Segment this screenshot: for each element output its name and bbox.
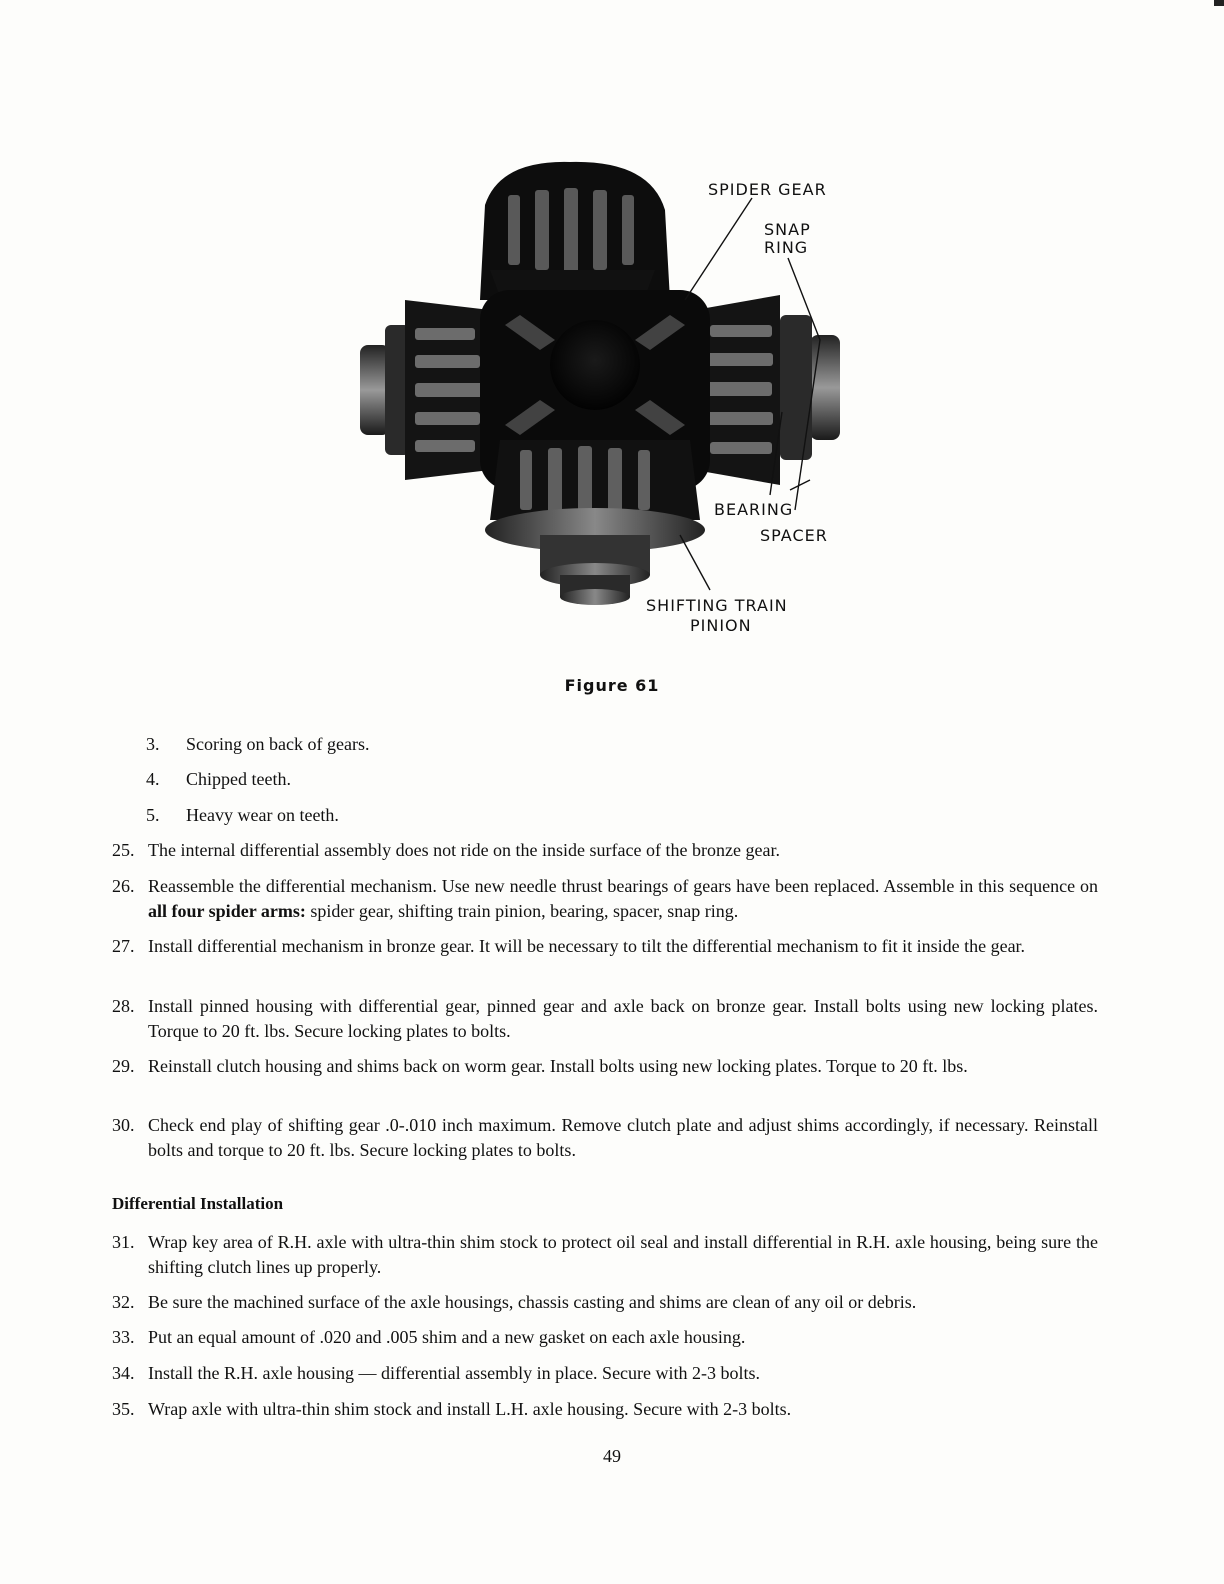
step-text: Be sure the machined surface of the axle housings, chassis casting and shims are clean of any oil or debris. — [148, 1292, 917, 1312]
step-number: 31. — [112, 1232, 135, 1252]
section-heading: Differential Installation — [112, 1194, 284, 1213]
page-number: 49 — [603, 1446, 621, 1466]
item-text: Heavy wear on teeth. — [186, 805, 339, 825]
step-number: 27. — [112, 936, 135, 956]
step-number: 32. — [112, 1292, 135, 1312]
figure-61 — [340, 150, 860, 650]
step-text: Reinstall clutch housing and shims back on worm gear. Install bolts using new locking plates. Torque to 20 ft. lbs. — [148, 1056, 968, 1076]
callout-snap: SNAP — [764, 220, 811, 239]
item-number: 5. — [146, 805, 160, 825]
top-spider-gear — [480, 162, 670, 310]
left-spider-gear — [360, 300, 490, 480]
item-text: Chipped teeth. — [186, 769, 291, 789]
step-number: 30. — [112, 1115, 135, 1135]
step-number: 26. — [112, 876, 135, 896]
step-text: Install pinned housing with differential gear, pinned gear and axle back on bronze gear. Install bolts using new locking plates. Torque to 20 ft. lbs. Secure locking plates to bolts. — [148, 996, 1098, 1041]
step-text: Install the R.H. axle housing — differential assembly in place. Secure with 2-3 bolts. — [148, 1363, 761, 1383]
bottom-spider-gear — [485, 440, 705, 605]
figure-caption: Figure 61 — [564, 676, 660, 695]
callout-bearing: BEARING — [714, 500, 794, 519]
step-text: The internal differential assembly does not ride on the inside surface of the bronze gear. — [148, 840, 780, 860]
step-number: 34. — [112, 1363, 135, 1383]
callout-spider-gear: SPIDER GEAR — [708, 180, 827, 199]
callout-ring: RING — [764, 238, 809, 257]
callout-shifting-train: SHIFTING TRAIN — [646, 596, 788, 615]
item-number: 3. — [146, 734, 160, 754]
step-text: Install differential mechanism in bronze gear. It will be necessary to tilt the differential mechanism to fit it inside the gear. — [148, 936, 1026, 956]
step-text: Wrap axle with ultra-thin shim stock and install L.H. axle housing. Secure with 2-3 bolts. — [148, 1399, 792, 1419]
step-text: Check end play of shifting gear .0-.010 inch maximum. Remove clutch plate and adjust shims accordingly, if necessary. Reinstall bolts and torque to 20 ft. lbs. Secure locking plates to bolts. — [148, 1115, 1098, 1160]
step-number: 25. — [112, 840, 135, 860]
step-number: 35. — [112, 1399, 135, 1419]
step-text: Wrap key area of R.H. axle with ultra-thin shim stock to protect oil seal and install differential in R.H. axle housing, being sure the shifting clutch lines up properly. — [148, 1232, 1098, 1277]
callout-pinion: PINION — [690, 616, 752, 635]
step-number: 29. — [112, 1056, 135, 1076]
step-text: Put an equal amount of .020 and .005 shim and a new gasket on each axle housing. — [148, 1327, 746, 1347]
step-number: 33. — [112, 1327, 135, 1347]
step-number: 28. — [112, 996, 135, 1016]
right-spider-gear — [695, 295, 840, 485]
scan-mark — [1214, 0, 1224, 6]
step-text: Reassemble the differential mechanism. Use new needle thrust bearings of gears have been replaced. Assemble in this sequence on all four spider arms: spider gear, shifting train pinion, bearing, spacer, snap ring. — [148, 876, 1098, 921]
item-text: Scoring on back of gears. — [186, 734, 370, 754]
item-number: 4. — [146, 769, 160, 789]
callout-spacer: SPACER — [760, 526, 828, 545]
